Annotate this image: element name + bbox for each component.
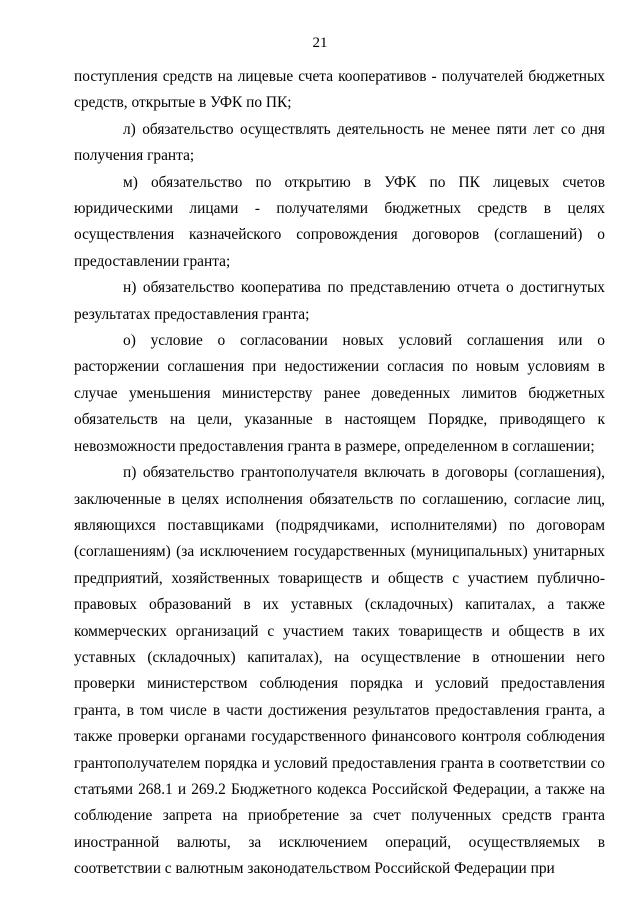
paragraph-item-m: м) обязательство по открытию в УФК по ПК лицевых счетов юридическими лицами - получателями бюджетных средств в целях осуществления казначейского сопровождения договоров (соглашений) о предоставлении гранта;: [74, 173, 605, 270]
document-body: [74, 64, 605, 883]
paragraph-item-o: о) условие о согласовании новых условий соглашения или о расторжении соглашения при недостижении согласия по новым условиям в случае уменьшения министерству ранее доведенных лимитов бюджетных обязательств на цели, указанные в настоящем Порядке, приводящего к невозможности предоставления гранта в размере, определенном в соглашении;: [74, 332, 605, 455]
page-number: 21: [312, 35, 328, 51]
paragraph-item-l: л) обязательство осуществлять деятельность не менее пяти лет со дня получения гранта;: [74, 120, 605, 165]
paragraph-item-p: п) обязательство грантополучателя включать в договоры (соглашения), заключенные в целях исполнения обязательств по соглашению, согласие лиц, являющихся поставщиками (подрядчиками, исполнителями) по договорам (соглашениям) (за исключением государственных (муниципальных) унитарных предприятий, хозяйственных товариществ и обществ с участием публично-правовых образований в их уставных (складочных) капиталах, а также коммерческих организаций с участием таких товариществ и обществ в их уставных (складочных) капиталах), на осуществление в отношении него проверки министерством соблюдения порядка и условий предоставления гранта, в том числе в части достижения результатов предоставления гранта, а также проверки органами государственного финансового контроля соблюдения грантополучателем порядка и условий предоставления гранта в соответствии со статьями 268.1 и 269.2 Бюджетного кодекса Российской Федерации, а также на соблюдение запрета на приобретение за счет полученных средств гранта иностранной валюты, за исключением операций, осуществляемых в соответствии с валютным законодательством Российской Федерации при: [74, 464, 605, 878]
paragraph-item-n: н) обязательство кооператива по представлению отчета о достигнутых результатах предоставления гранта;: [74, 279, 605, 323]
paragraph-continuation: поступления средств на лицевые счета кооперативов - получателей бюджетных средств, открытые в УФК по ПК;: [74, 68, 605, 112]
